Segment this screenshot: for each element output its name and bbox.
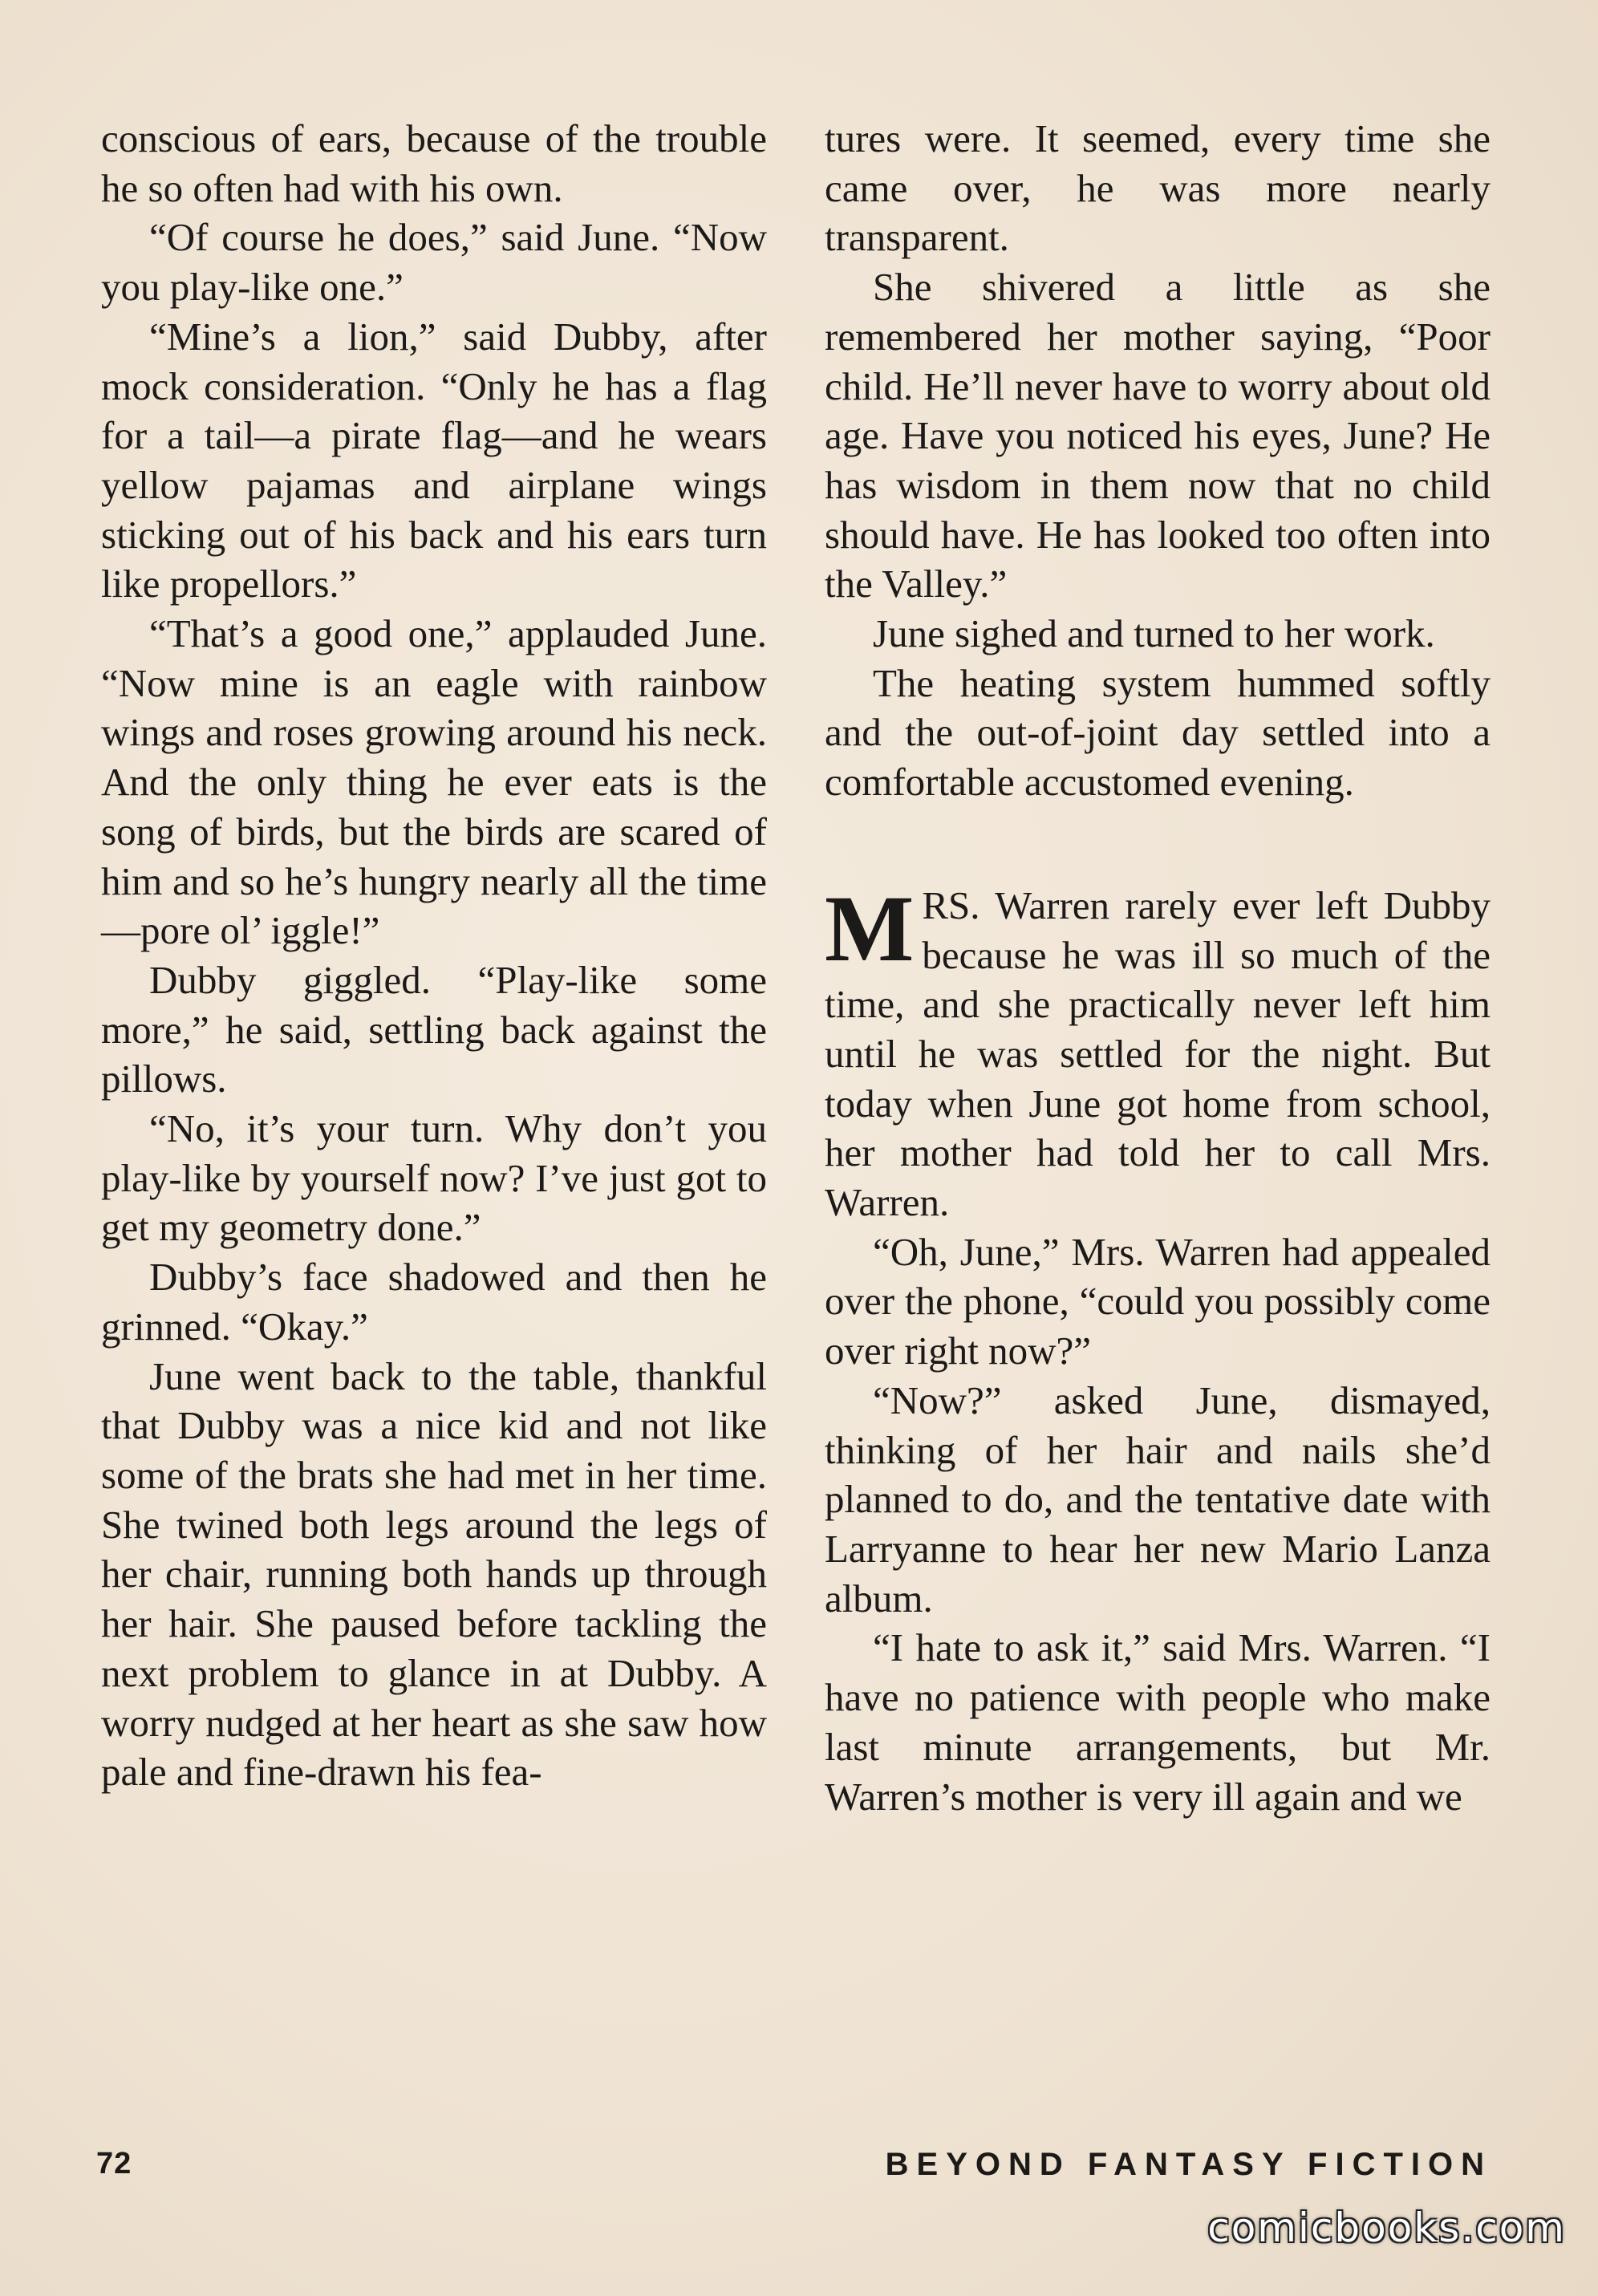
watermark-logo: comicbooks.com	[1207, 2205, 1566, 2251]
paragraph: “Now?” asked June, dismayed, thinking of her hair and nails she’d planned to do, and the tentative date with Larryanne to hear her new Mario Lanza album.	[825, 1377, 1491, 1621]
drop-cap: M	[825, 875, 915, 981]
paragraph: June sighed and turned to her work.	[873, 611, 1435, 656]
paragraph: conscious of ears, because of the trouble he so often had with his own.	[101, 116, 767, 210]
left-text-column	[101, 114, 767, 1797]
page-number: 72	[96, 2147, 132, 2180]
paragraph: tures were. It seemed, every time she came over, he was more nearly transparent.	[825, 116, 1491, 260]
paragraph: “I hate to ask it,” said Mrs. Warren. “I have no patience with people who make last minute arrangements, but Mr. Warren’s mother is very ill again and we	[825, 1625, 1491, 1819]
paragraph: Dubby giggled. “Play-like some more,” he said, settling back against the pillows.	[101, 957, 767, 1101]
paragraph: June went back to the table, thankful that Dubby was a nice kid and not like some of the brats she had met in her time. She twined both legs around the legs of her chair, running both hands up through her hair. She paused before tackling the next problem to glance in at Dubby. A worry nudged at her heart as she saw how pale and fine-drawn his fea-	[101, 1353, 767, 1795]
page-footer	[96, 2147, 1492, 2195]
right-text-column	[825, 114, 1491, 1821]
section-opening-paragraph	[825, 875, 1491, 1227]
paragraph: “Of course he does,” said June. “Now you play-like one.”	[101, 215, 767, 310]
section-opening-text: RS. Warren rarely ever left Dubby because he was ill so much of the time, and she practically never left him until he was settled for the night. But today when June got home from school, her mother had told her to call Mrs. Warren.	[825, 882, 1491, 1225]
paragraph: “That’s a good one,” applauded June. “Now mine is an eagle with rainbow wings and roses growing around his neck. And the only thing he ever eats is the song of birds, but the birds are scared of him and so he’s hungry nearly all the time—pore ol’ iggle!”	[101, 611, 767, 953]
paragraph: The heating system hummed softly and the out-of-joint day settled into a comfortable accustomed evening.	[825, 660, 1491, 805]
paragraph: She shivered a little as she remembered her mother saying, “Poor child. He’ll never have to worry about old age. Have you noticed his eyes, June? He has wisdom in them now that no child should have. He has looked too often into the Valley.”	[825, 265, 1491, 606]
paragraph: “No, it’s your turn. Why don’t you play-like by yourself now? I’ve just got to get my geometry done.”	[101, 1106, 767, 1250]
paragraph: Dubby’s face shadowed and then he grinned. “Okay.”	[101, 1255, 767, 1349]
paragraph: “Mine’s a lion,” said Dubby, after mock consideration. “Only he has a flag for a tail—a pirate flag—and he wears yellow pajamas and airplane wings sticking out of his back and his ears turn like propellors.”	[101, 314, 767, 606]
paragraph: “Oh, June,” Mrs. Warren had appealed over the phone, “could you possibly come over right now?”	[825, 1229, 1491, 1373]
running-title: BEYOND FANTASY FICTION	[885, 2147, 1492, 2182]
